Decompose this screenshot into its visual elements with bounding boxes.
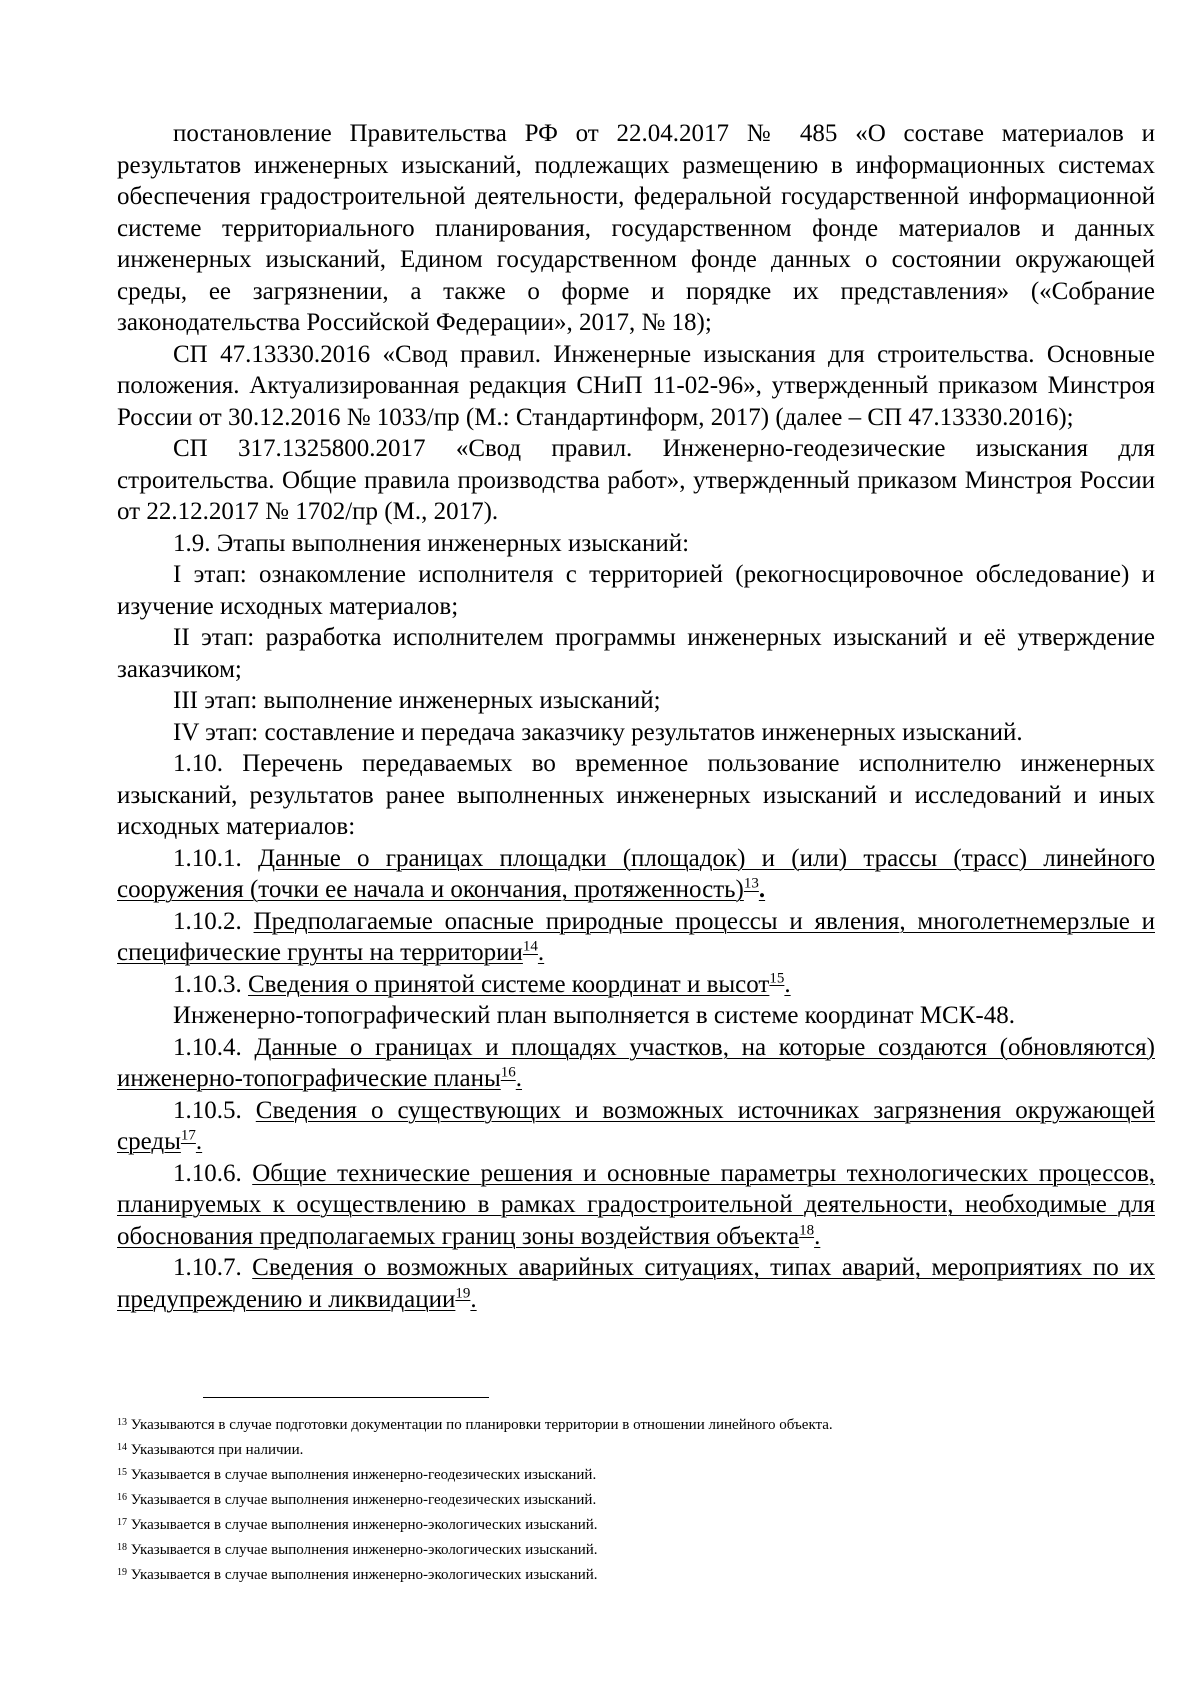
footnote-number: 17 [117,1517,127,1528]
item-end: . [537,939,545,966]
footnote-text: Указывается в случае выполнения инженерно-экологических изысканий. [130,1517,598,1533]
paragraph-stage-1: I этап: ознакомление исполнителя с территорией (рекогносцировочное обследование) и изучение исходных материалов; [117,561,1155,620]
item-number: 1.10.2. [173,907,254,935]
footnote-ref: 13 [743,875,759,892]
item-text: Предполагаемые опасные природные процессы и явления, многолетнемерзлые и специфические грунты на территории [117,907,1155,966]
footnote-ref: 18 [799,1222,815,1239]
footnote-number: 15 [117,1467,127,1478]
item-text: Сведения о существующих и возможных источниках загрязнения окружающей среды [117,1096,1156,1155]
item-text: Сведения о возможных аварийных ситуациях, типах аварий, мероприятиях по их предупреждению и ликвидации [117,1254,1156,1313]
item-end: . [814,1222,821,1250]
footnote-ref: 19 [455,1285,471,1302]
footnote-text: Указывается в случае выполнения инженерно-экологических изысканий. [130,1567,598,1583]
item-end: . [515,1065,523,1092]
item-number: 1.10.7. [173,1254,253,1281]
item-number: 1.10.6. [173,1159,253,1187]
item-1-10-3 [117,969,1155,1001]
paragraph-msk-48: Инженерно-топографический план выполняется в системе координат МСК-48. [173,1002,1015,1029]
footnote-item [117,1538,1155,1563]
footnote-number: 16 [117,1492,127,1503]
item-1-10-6 [117,1158,1155,1253]
footnote-text: Указывается в случае выполнения инженерно-геодезических изысканий. [130,1492,597,1508]
item-end: . [195,1128,203,1155]
footnote-item [117,1413,1155,1438]
item-1-10-7 [117,1252,1155,1315]
item-1-10-4 [117,1032,1155,1095]
paragraph-sp-317: СП 317.1325800.2017 «Свод правил. Инженерно-геодезические изыскания для строительства. Общие правила производства работ», утвержденный приказом Минстроя России от 22.12.2017 № 1702/пр (М., 2017). [117,435,1155,525]
item-1-10-2 [117,906,1155,969]
item-end: . [758,876,766,903]
document-body [117,118,1155,1315]
footnote-text: Указываются при наличии. [130,1442,304,1458]
footnote-text: Указывается в случае выполнения инженерно-геодезических изысканий. [130,1467,597,1483]
footnote-separator [203,1397,489,1398]
footnote-text: Указывается в случае выполнения инженерно-экологических изысканий. [130,1542,598,1558]
footnote-ref: 14 [522,938,538,955]
footnote-item [117,1563,1155,1588]
footnote-number: 13 [117,1417,127,1428]
footnote-ref: 16 [500,1064,516,1081]
footnotes [117,1413,1155,1588]
item-text: Общие технические решения и основные параметры технологических процессов, планируемых к осуществлению в рамках градостроительной деятельности, необходимые для обоснования предполагаемых границ зоны воздействия объекта [117,1159,1156,1250]
footnote-item [117,1463,1155,1488]
paragraph-sp-47: СП 47.13330.2016 «Свод правил. Инженерные изыскания для строительства. Основные положения. Актуализированная редакция СНиП 11-02-96», утвержденный приказом Минстроя России от 30.12.2016 № 1033/пр (М.: Стандартинформ, 2017) (далее – СП 47.13330.2016); [117,340,1155,431]
paragraph-stage-4: IV этап: составление и передача заказчику результатов инженерных изысканий. [173,718,1023,746]
footnote-item [117,1438,1155,1463]
footnote-number: 19 [117,1567,127,1578]
paragraph-government-decree: постановление Правительства РФ от 22.04.2017 № 485 «О составе материалов и результатов инженерных изысканий, подлежащих размещению в информационных системах обеспечения градостроительной деятельности, федеральной государственной информационной системе территориального планирования, государственном фонде материалов и данных инженерных изысканий, Едином государственном фонде данных о состоянии окружающей среды, ее загрязнении, а также о форме и порядке их представления» («Собрание законодательства Российской Федерации», 2017, № 18); [117,120,1155,336]
footnote-ref: 17 [180,1127,196,1144]
item-end: . [784,970,791,998]
item-1-10-1 [117,843,1155,906]
item-number: 1.10.5. [173,1096,256,1124]
footnote-item [117,1488,1155,1513]
item-number: 1.10.4. [173,1033,255,1061]
item-1-10-5 [117,1095,1155,1158]
item-number: 1.10.3. [173,970,248,998]
footnote-item [117,1513,1155,1538]
footnote-number: 18 [117,1542,127,1553]
paragraph-stages-heading: 1.9. Этапы выполнения инженерных изысканий: [173,529,690,557]
footnote-ref: 15 [769,970,785,987]
footnote-number: 14 [117,1442,127,1453]
paragraph-stage-2: II этап: разработка исполнителем программы инженерных изысканий и её утверждение заказчиком; [117,624,1155,683]
paragraph-materials-list: 1.10. Перечень передаваемых во временное пользование исполнителю инженерных изысканий, результатов ранее выполненных инженерных изысканий и исследований и иных исходных материалов: [117,750,1155,840]
item-number: 1.10.1. [173,844,258,872]
item-end: . [470,1285,477,1313]
item-text: Сведения о принятой системе координат и высот [248,970,770,998]
item-text: Данные о границах площадки (площадок) и (или) трассы (трасс) линейного сооружения (точки ее начала и окончания, протяженность) [117,844,1156,903]
item-text: Данные о границах и площадях участков, на которые создаются (обновляются) инженерно-топографические планы [117,1033,1155,1092]
footnote-text: Указываются в случае подготовки документации по планировки территории в отношении линейного объекта. [130,1417,833,1433]
paragraph-stage-3: III этап: выполнение инженерных изысканий; [173,687,661,714]
